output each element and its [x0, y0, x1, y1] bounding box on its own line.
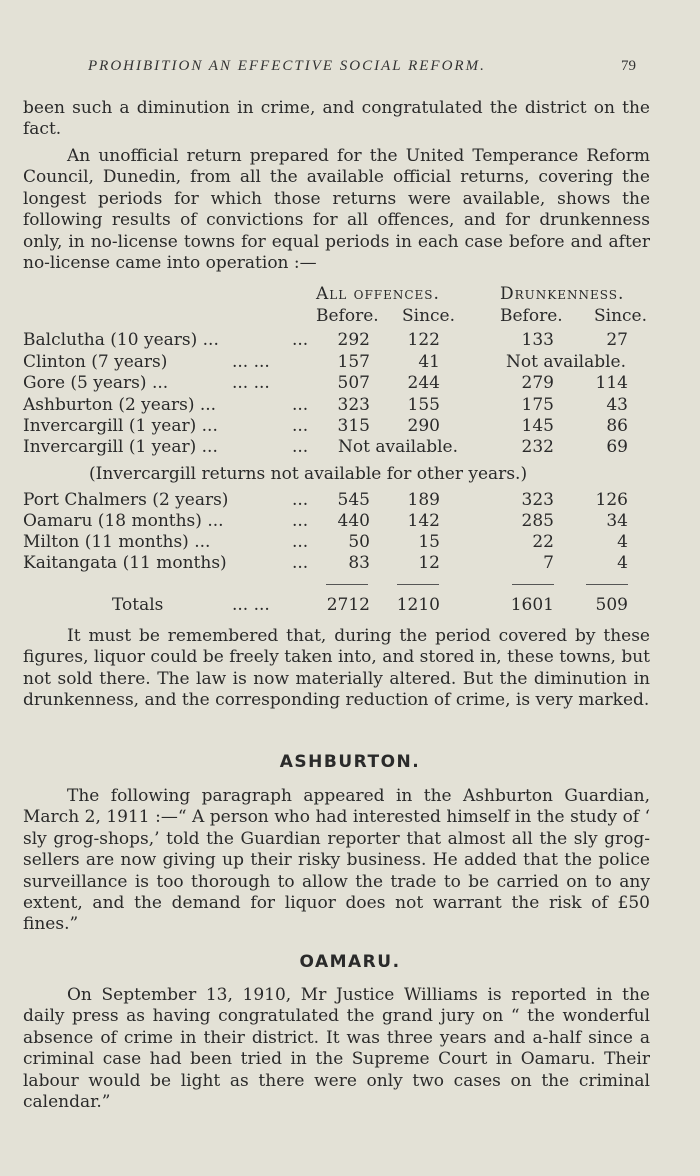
table-cell-dr-before: 22	[532, 532, 554, 552]
table-cell-all-since: 12	[418, 553, 440, 573]
table-cell-dr-since: 34	[606, 511, 628, 531]
header-dr-before: Before.	[500, 306, 563, 326]
totals-leader: ... ...	[232, 595, 270, 615]
table-row-leader: ...	[292, 330, 309, 350]
table-row-leader: ...	[292, 511, 309, 531]
sum-rule	[512, 584, 554, 585]
paragraph-oamaru: On September 13, 1910, Mr Justice Williams is reported in the daily press as having congratulated the grand jury on “ the wonderful absence of crime in their district. It was three years and a-half since a criminal case had been tried in the Supreme Court in Oamaru. Their labour would be light as there were only two cases on the criminal calendar.”	[23, 985, 650, 1113]
table-cell-dr-since: 114	[595, 373, 628, 393]
table-row-leader: ...	[292, 553, 309, 573]
table-cell-dr-before: 175	[521, 395, 554, 415]
table-row-place: Balclutha (10 years) ...	[23, 330, 219, 350]
table-cell-dr-since: 43	[606, 395, 628, 415]
table-cell-dr-since: 86	[606, 416, 628, 436]
table-row-place: Port Chalmers (2 years)	[23, 490, 229, 510]
paragraph-ashburton: The following paragraph appeared in the Ashburton Guardian, March 2, 1911 :—“ A person who had interested himself in the study of ‘ sly grog-shops,’ told the Guardian reporter that almost all the sly grog-sellers are now giving up their risky business. He added that the police surveillance is too thorough to allow the trade to be carried on to any extent, and the demand for liquor does not warrant the risk of £50 fines.”	[23, 786, 650, 935]
table-cell-all-before: 507	[337, 373, 370, 393]
table-cell-dr-note: Not available.	[506, 352, 627, 372]
table-row-leader: ...	[292, 416, 309, 436]
table-cell-dr-before: 133	[521, 330, 554, 350]
table-cell-all-since: 189	[407, 490, 440, 510]
totals-dr-since: 509	[595, 595, 628, 615]
table-row-leader: ...	[292, 437, 309, 457]
table-row-leader: ...	[292, 395, 309, 415]
header-drunkenness: Drunkenness.	[500, 284, 625, 304]
header-dr-since: Since.	[594, 306, 648, 326]
table-cell-all-before: 83	[348, 553, 370, 573]
table-cell-dr-before: 279	[521, 373, 554, 393]
table-cell-all-before: 50	[348, 532, 370, 552]
table-cell-all-before: 440	[337, 511, 370, 531]
sum-rule	[397, 584, 439, 585]
table-cell-all-since: 142	[407, 511, 440, 531]
table-cell-all-note: Not available.	[338, 437, 459, 457]
header-all-offences: All offences.	[316, 284, 440, 304]
table-row-leader: ...	[292, 532, 309, 552]
table-cell-all-before: 157	[337, 352, 370, 372]
totals-all-before: 2712	[326, 595, 370, 615]
table-cell-all-since: 122	[407, 330, 440, 350]
table-cell-all-before: 315	[337, 416, 370, 436]
table-cell-dr-before: 232	[521, 437, 554, 457]
header-all-since: Since.	[402, 306, 456, 326]
table-cell-dr-before: 323	[521, 490, 554, 510]
table-row-place: Milton (11 months) ...	[23, 532, 211, 552]
table-cell-dr-since: 126	[595, 490, 628, 510]
paragraph-continuation: been such a diminution in crime, and congratulated the district on the fact.	[23, 98, 650, 140]
table-cell-all-since: 155	[407, 395, 440, 415]
table-cell-dr-since: 4	[617, 553, 628, 573]
table-cell-all-before: 292	[337, 330, 370, 350]
table-cell-dr-since: 69	[606, 437, 628, 457]
section-heading-ashburton: ASHBURTON.	[279, 752, 421, 772]
table-cell-all-since: 15	[418, 532, 440, 552]
table-cell-all-since: 290	[407, 416, 440, 436]
table-cell-dr-since: 27	[606, 330, 628, 350]
paragraph-remember: It must be remembered that, during the period covered by these figures, liquor could be freely taken into, and stored in, these towns, but not sold there. The law is now materially altered. But the diminution in drunkenness, and the corresponding reduction of crime, is very marked.	[23, 626, 650, 711]
header-all-before: Before.	[316, 306, 379, 326]
sum-rule	[586, 584, 628, 585]
page-number: 79	[621, 58, 636, 74]
table-cell-all-since: 244	[407, 373, 440, 393]
totals-all-since: 1210	[396, 595, 440, 615]
table-row-place: Invercargill (1 year) ...	[23, 416, 218, 436]
table-row-leader: ...	[292, 490, 309, 510]
table-row-place: Kaitangata (11 months)	[23, 553, 227, 573]
totals-label: Totals	[112, 595, 164, 615]
running-head-title: PROHIBITION AN EFFECTIVE SOCIAL REFORM.	[88, 58, 486, 74]
table-row-place: Clinton (7 years)	[23, 352, 168, 372]
table-cell-dr-before: 7	[543, 553, 554, 573]
table-row-leader: ... ...	[232, 373, 270, 393]
table-cell-all-since: 41	[418, 352, 440, 372]
section-heading-oamaru: OAMARU.	[299, 952, 401, 972]
sum-rule	[326, 584, 368, 585]
table-row-leader: ... ...	[232, 352, 270, 372]
totals-dr-before: 1601	[510, 595, 554, 615]
table-cell-all-before: 545	[337, 490, 370, 510]
paragraph-return-intro: An unofficial return prepared for the United Temperance Reform Council, Dunedin, from all the available official returns, covering the longest periods for which those returns were available, shows the following results of convictions for all offences, and for drunkenness only, in no-license towns for equal periods in each case before and after no-license came into operation :—	[23, 146, 650, 274]
table-row-place: Gore (5 years) ...	[23, 373, 169, 393]
table-row-place: Ashburton (2 years) ...	[23, 395, 217, 415]
table-cell-dr-since: 4	[617, 532, 628, 552]
table-note: (Invercargill returns not available for other years.)	[89, 464, 528, 484]
table-cell-dr-before: 285	[521, 511, 554, 531]
table-row-place: Oamaru (18 months) ...	[23, 511, 224, 531]
table-row-place: Invercargill (1 year) ...	[23, 437, 218, 457]
table-cell-dr-before: 145	[521, 416, 554, 436]
table-cell-all-before: 323	[337, 395, 370, 415]
